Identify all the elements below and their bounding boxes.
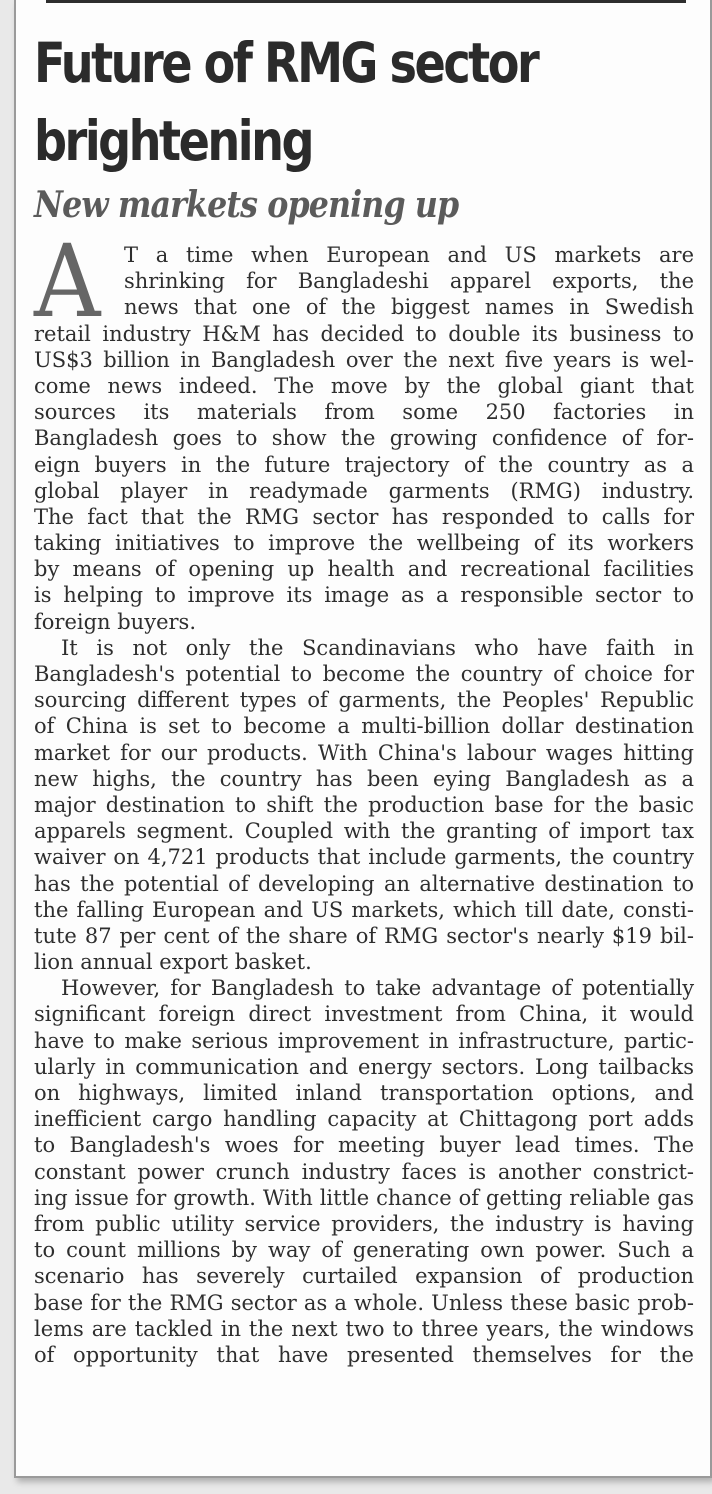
body-line: new highs, the country has been eying Bangladesh as a	[34, 766, 694, 791]
article-body	[34, 223, 694, 1368]
body-line: market for our products. With China's labour wages hitting	[34, 740, 694, 765]
body-line: However, for Bangladesh to take advantage of potentially	[61, 976, 694, 1001]
body-line: lion annual export basket.	[34, 950, 312, 975]
body-line: sources its materials from some 250 factories in	[34, 400, 694, 425]
body-line: have to make serious improvement in infrastructure, partic-	[34, 1028, 694, 1053]
body-line: ing issue for growth. With little chance of getting reliable gas	[34, 1185, 694, 1210]
body-line: sourcing different types of garments, the Peoples' Republic	[34, 688, 694, 713]
body-line: lems are tackled in the next two to three years, the windows	[34, 1316, 694, 1341]
body-line: to count millions by way of generating own power. Such a	[34, 1238, 694, 1263]
body-line: tute 87 per cent of the share of RMG sector's nearly $19 bil-	[34, 923, 694, 948]
body-line: significant foreign direct investment from China, it would	[34, 1002, 694, 1027]
top-rule	[46, 0, 686, 3]
body-line: constant power crunch industry faces is another constrict-	[34, 1159, 694, 1184]
body-line: shrinking for Bangladeshi apparel exports, the	[124, 269, 694, 294]
body-line: of opportunity that have presented themselves for the	[34, 1342, 694, 1367]
body-line: base for the RMG sector as a whole. Unless these basic prob-	[34, 1290, 694, 1315]
body-line: Bangladesh goes to show the growing confidence of for-	[34, 426, 694, 451]
body-line: Bangladesh's potential to become the country of choice for	[34, 662, 694, 686]
body-line: US$3 billion in Bangladesh over the next five years is wel-	[34, 347, 694, 372]
body-line: retail industry H&M has decided to double its business to	[34, 321, 694, 346]
body-line: foreign buyers.	[34, 609, 196, 634]
body-line: ularly in communication and energy sectors. Long tailbacks	[34, 1054, 694, 1079]
newspaper-clipping	[14, 0, 712, 1478]
subheadline: New markets opening up	[34, 184, 459, 226]
body-line: come news indeed. The move by the global giant that	[34, 373, 694, 398]
headline: Future of RMG sector brightening	[34, 31, 538, 173]
body-line: from public utility service providers, the industry is having	[34, 1211, 694, 1236]
body-line: to Bangladesh's woes for meeting buyer lead times. The	[34, 1133, 694, 1158]
body-line: the falling European and US markets, which till date, consti-	[34, 897, 694, 922]
body-line: taking initiatives to improve the wellbeing of its workers	[34, 531, 694, 556]
body-line: is helping to improve its image as a responsible sector to	[34, 583, 694, 608]
body-line: on highways, limited inland transportation options, and	[34, 1081, 694, 1105]
body-line: by means of opening up health and recreational facilities	[34, 557, 694, 582]
drop-cap: A	[34, 223, 101, 340]
body-line: major destination to shift the production base for the basic	[34, 792, 694, 817]
body-line: waiver on 4,721 products that include garments, the country	[34, 845, 694, 870]
body-line: news that one of the biggest names in Swedish	[124, 295, 694, 320]
body-line: The fact that the RMG sector has responded to calls for	[34, 504, 694, 529]
body-line: global player in readymade garments (RMG) industry.	[34, 478, 694, 503]
body-line: has the potential of developing an alternative destination to	[34, 871, 694, 896]
body-line: eign buyers in the future trajectory of the country as a	[34, 452, 694, 477]
body-line: of China is set to become a multi-billion dollar destination	[34, 714, 694, 739]
body-line: T a time when European and US markets are	[124, 243, 694, 267]
body-line: scenario has severely curtailed expansion of production	[34, 1264, 694, 1289]
body-line: inefficient cargo handling capacity at Chittagong port adds	[34, 1107, 694, 1132]
body-line: apparels segment. Coupled with the granting of import tax	[34, 819, 694, 844]
body-line: It is not only the Scandinavians who have faith in	[61, 635, 694, 660]
